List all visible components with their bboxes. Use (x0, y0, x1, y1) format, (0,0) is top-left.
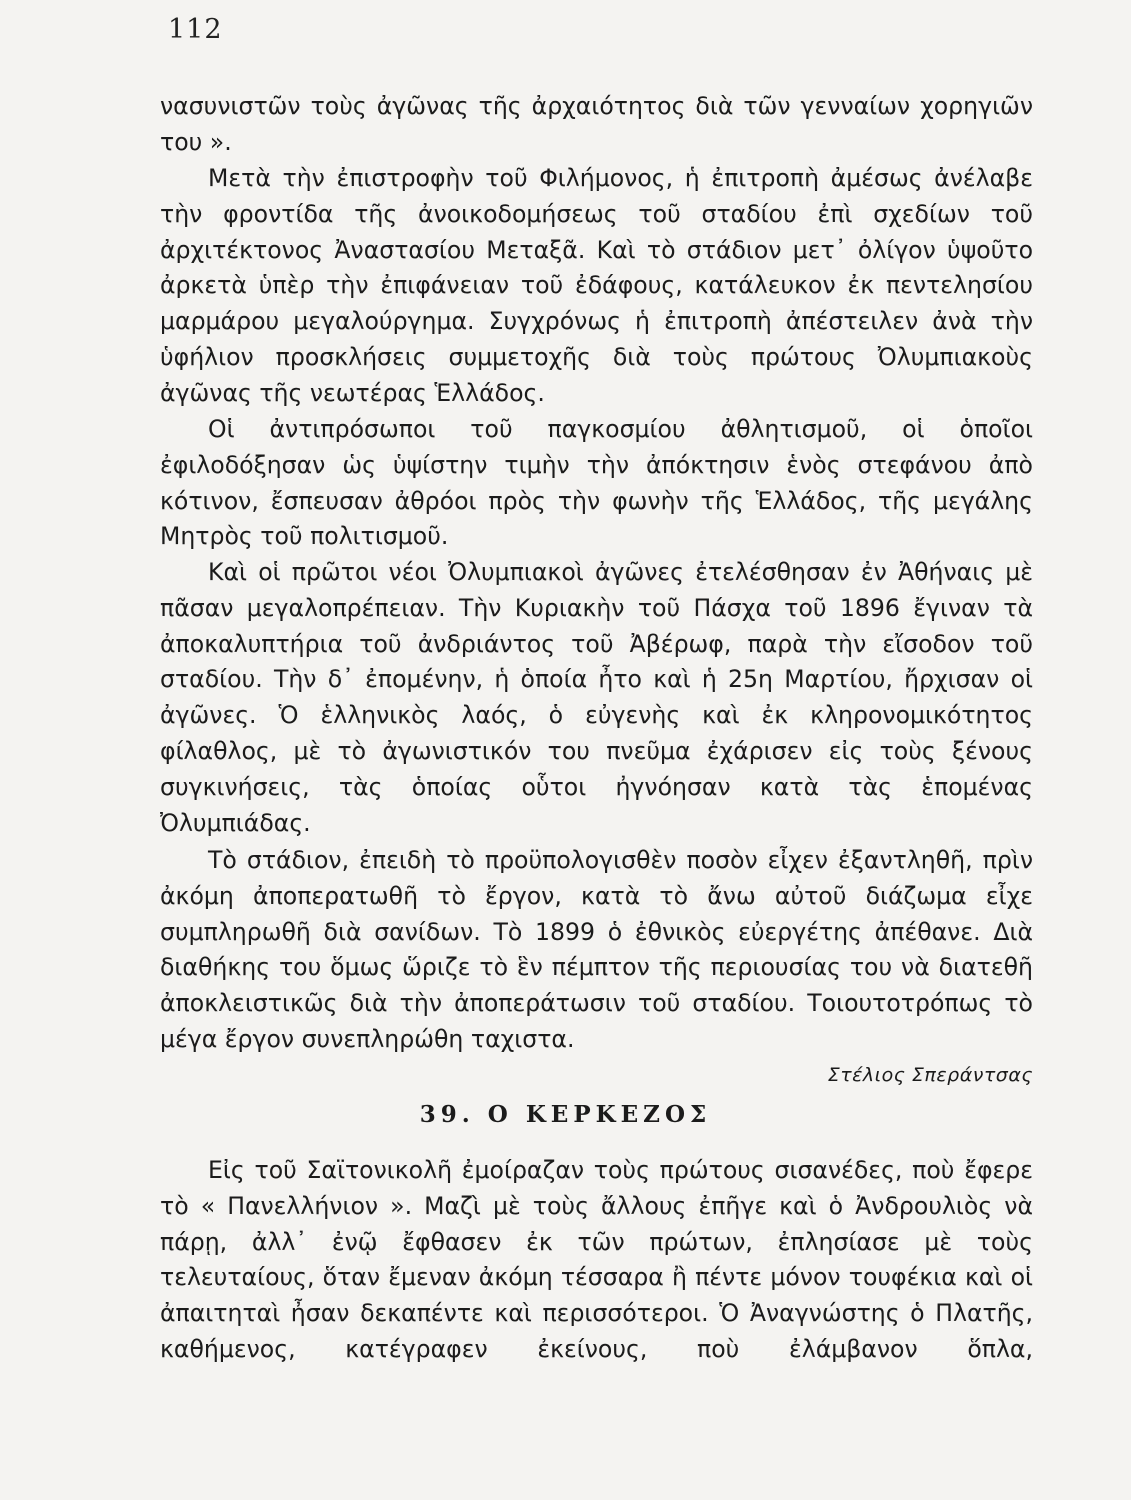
page-number: 112 (168, 14, 223, 45)
author-signature: Στέλιος Σπεράντσας (827, 1064, 1033, 1086)
paragraph-first-olympic-games: Καὶ οἱ πρῶτοι νέοι Ὀλυμπιακοὶ ἀγῶνες ἐτελέσθησαν ἐν Ἀθήναις μὲ πᾶσαν μεγαλοπρέπειαν. Τὴν Κυριακὴν τοῦ Πάσχα τοῦ 1896 ἔγιναν τὰ ἀποκαλυπτήρια τοῦ ἀνδριάντος τοῦ Ἀβέρωφ, παρὰ τὴν εἴσοδον τοῦ σταδίου. Τὴν δ᾽ ἐπομένην, ἡ ὁποία ἦτο καὶ ἡ 25η Μαρτίου, ἤρχισαν οἱ ἀγῶνες. Ὁ ἑλληνικὸς λαός, ὁ εὐγενὴς καὶ ἐκ κληρονομικότητος φίλαθλος, μὲ τὸ ἀγωνιστικόν του πνεῦμα ἐχάρισεν εἰς τοὺς ξένους συγκινήσεις, τὰς ὁποίας οὗτοι ἠγνόησαν κατὰ τὰς ἑπομένας Ὀλυμπιάδας. (160, 558, 1033, 837)
section-title: 39. Ο ΚΕΡΚΕΖΟΣ (419, 1101, 712, 1128)
paragraph-stadium-reconstruction: Μετὰ τὴν ἐπιστροφὴν τοῦ Φιλήμονος, ἡ ἐπιτροπὴ ἀμέσως ἀνέλαβε τὴν φροντίδα τῆς ἀνοικοδομήσεως τοῦ σταδίου ἐπὶ σχεδίων τοῦ ἀρχιτέκτονος Ἀναστασίου Μεταξᾶ. Καὶ τὸ στάδιον μετ᾽ ὀλίγον ὑψοῦτο ἀρκετὰ ὑπὲρ τὴν ἐπιφάνειαν τοῦ ἐδάφους, κατάλευκον ἐκ πεντελησίου μαρμάρου μεγαλούργημα. Συγχρόνως ἡ ἐπιτροπὴ ἀπέστειλεν ἀνὰ τὴν ὑφήλιον προσκλήσεις συμμετοχῆς διὰ τοὺς πρώτους Ὀλυμπιακοὺς ἀγῶνας τῆς νεωτέρας Ἑλλάδος. (160, 164, 1033, 407)
paragraph-athletes-representatives: Οἱ ἀντιπρόσωποι τοῦ παγκοσμίου ἀθλητισμοῦ, οἱ ὁποῖοι ἐφιλοδόξησαν ὡς ὑψίστην τιμὴν τὴν ἀπόκτησιν ἑνὸς στεφάνου ἀπὸ κότινον, ἔσπευσαν ἀθρόοι πρὸς τὴν φωνὴν τῆς Ἑλλάδος, τῆς μεγάλης Μητρὸς τοῦ πολιτισμοῦ. (160, 415, 1033, 551)
paragraph-stadium-completion: Τὸ στάδιον, ἐπειδὴ τὸ προϋπολογισθὲν ποσὸν εἶχεν ἐξαντληθῆ, πρὶν ἀκόμη ἀποπερατωθῆ τὸ ἔργον, κατὰ τὸ ἄνω αὐτοῦ διάζωμα εἶχε συμπληρωθῆ διὰ σανίδων. Τὸ 1899 ὁ ἐθνικὸς εὐεργέτης ἀπέθανε. Διὰ διαθήκης του ὅμως ὥριζε τὸ ἓν πέμπτον τῆς περιουσίας του νὰ διατεθῆ ἀποκλειστικῶς διὰ τὴν ἀποπεράτωσιν τοῦ σταδίου. Τοιουτοτρόπως τὸ μέγα ἔργον συνεπληρώθη ταχιστα. (160, 846, 1033, 1053)
paragraph-kerkezos-intro: Εἰς τοῦ Σαϊτονικολῆ ἐμοίραζαν τοὺς πρώτους σισανέδες, ποὺ ἔφερε τὸ « Πανελλήνιον ». Μαζὶ μὲ τοὺς ἄλλους ἐπῆγε καὶ ὁ Ἀνδρουλιὸς νὰ πάρῃ, ἀλλ᾽ ἐνῷ ἔφθασεν ἐκ τῶν πρώτων, ἐπλησίασε μὲ τοὺς τελευταίους, ὅταν ἔμεναν ἀκόμη τέσσαρα ἢ πέντε μόνον τουφέκια καὶ οἱ ἀπαιτηταὶ ἦσαν δεκαπέντε καὶ περισσότεροι. Ὁ Ἀναγνώστης ὁ Πλατῆς, καθήμενος, κατέγραφεν ἐκείνους, ποὺ ἐλάμβανον ὅπλα, (160, 1156, 1033, 1363)
paragraph-continuation: νασυνιστῶν τοὺς ἀγῶνας τῆς ἀρχαιότητος διὰ τῶν γενναίων χορηγιῶν του ». (160, 92, 1033, 156)
